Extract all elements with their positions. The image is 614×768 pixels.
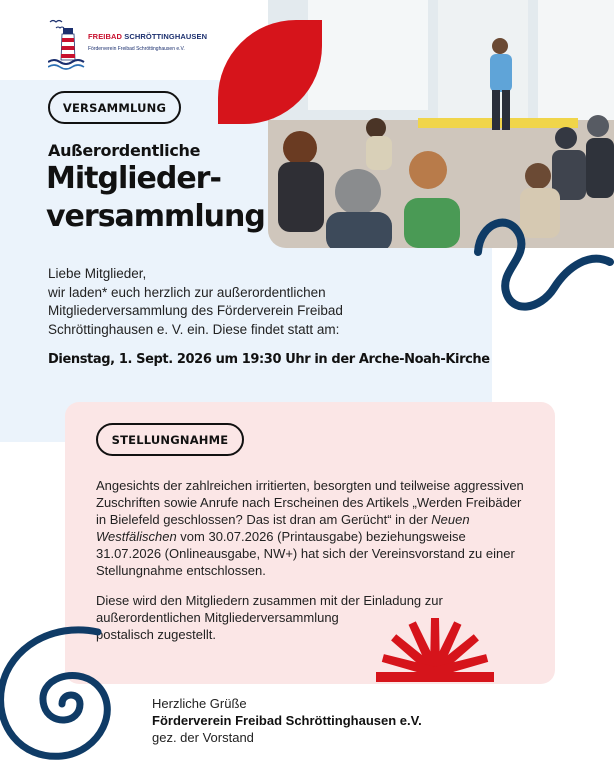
closing-block bbox=[152, 695, 422, 746]
statement-paragraph-1: Angesichts der zahlreichen irritierten, besorgten und teilweise aggressiven Zuschriften sowie Anrufe nach Erscheinen des Artikels „Werden Freibäder in Bielefeld geschlossen? Das ist dran am Gerücht“ in der Neuen Westfälischen vom 30.07.2026 (Printausgabe) beziehungsweise 31.07.2026 (Onlineausgabe, NW+) hat sich der Vereinsvorstand zu einer Stellungnahme entschlossen. bbox=[96, 478, 524, 578]
sunburst-icon bbox=[376, 612, 494, 682]
seagull-icon bbox=[56, 27, 64, 28]
swirl-decoration bbox=[0, 612, 150, 768]
lighthouse-logo-icon bbox=[48, 16, 88, 72]
club-logo bbox=[48, 16, 208, 72]
page-title bbox=[46, 160, 265, 236]
title-line-1: Außerordentliche bbox=[48, 141, 201, 160]
intro-text bbox=[48, 265, 468, 339]
logo-subtitle: Förderverein Freibad Schröttinghausen e.V. bbox=[88, 46, 185, 52]
stellungnahme-badge: STELLUNGNAHME bbox=[96, 423, 244, 456]
intro-line: Mitgliederversammlung des Förderverein Freibad bbox=[48, 303, 343, 318]
intro-line: wir laden* euch herzlich zur außerordentlichen bbox=[48, 284, 326, 300]
statement-paragraph-2: Diese wird den Mitgliedern zusammen mit der Einladung zur außerordentlichen Mitgliederversammlung postalisch zugestellt. bbox=[96, 593, 443, 642]
intro-greeting: Liebe Mitglieder, bbox=[48, 266, 147, 281]
title-line-2: Mitglieder- bbox=[46, 161, 221, 196]
meeting-date-location: Dienstag, 1. Sept. 2026 um 19:30 Uhr in der Arche-Noah-Kirche bbox=[48, 352, 490, 367]
title-line-3: versammlung bbox=[46, 199, 265, 234]
intro-line: Schröttinghausen e. V. ein. Diese findet statt am: bbox=[48, 321, 340, 337]
versammlung-badge: VERSAMMLUNG bbox=[48, 91, 181, 124]
seagull-icon bbox=[50, 21, 62, 23]
closing-greeting: Herzliche Grüße bbox=[152, 696, 247, 711]
swirl-decoration bbox=[470, 192, 614, 322]
closing-organization: Förderverein Freibad Schröttinghausen e.V. bbox=[152, 713, 422, 728]
logo-title: FREIBAD SCHRÖTTINGHAUSEN bbox=[88, 32, 208, 41]
closing-signature: gez. der Vorstand bbox=[152, 730, 254, 745]
